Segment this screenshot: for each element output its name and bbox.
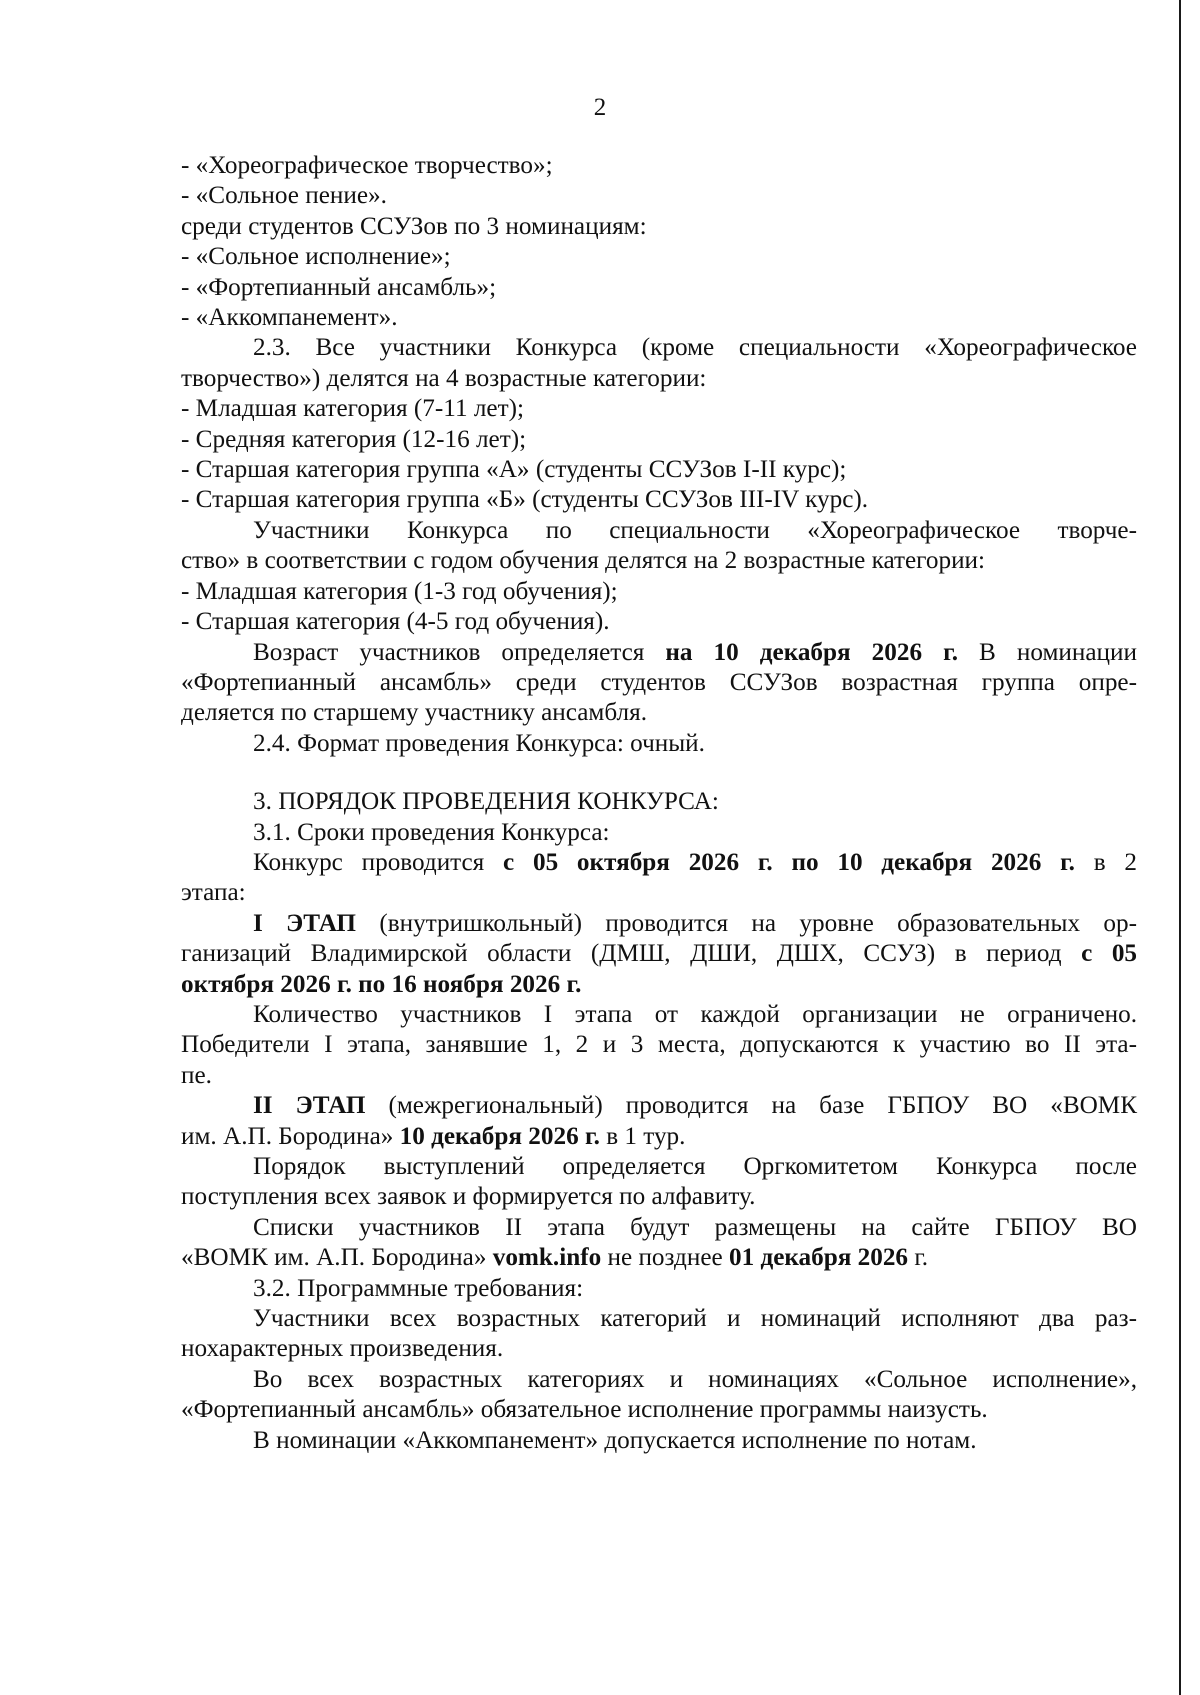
text-line: - «Аккомпанемент».	[181, 304, 398, 332]
text-run: в 1 тур.	[599, 1122, 686, 1150]
section-gap	[181, 759, 1137, 787]
text-line: - Старшая категория группа «Б» (студенты ССУЗов III-IV курс).	[181, 486, 869, 514]
text-run: Возраст участников определяется	[253, 638, 666, 666]
text-line: - «Фортепианный ансамбль»;	[181, 273, 497, 301]
bold-text: I ЭТАП	[253, 909, 356, 937]
text-line: среди студентов ССУЗов по 3 номинациям:	[181, 212, 647, 240]
bold-text: 01 декабря 2026	[728, 1244, 909, 1272]
bold-text: октября 2026 г. по 16 ноября 2026 г.	[181, 970, 582, 998]
text-line: - Старшая категория (4-5 год обучения).	[181, 608, 610, 636]
page-number: 2	[593, 94, 607, 121]
text-run: (межрегиональный) проводится на базе ГБПОУ ВО «ВОМК	[365, 1092, 1138, 1120]
text-line: ство» в соответствии с годом обучения делятся на 2 возрастные категории:	[181, 547, 986, 575]
text-line	[181, 909, 1137, 939]
text-run: в 2	[1074, 848, 1137, 876]
text-line: - Старшая категория группа «А» (студенты ССУЗов I-II курс);	[181, 456, 847, 484]
text-line: творчество») делятся на 4 возрастные категории:	[181, 364, 707, 392]
bold-text: II ЭТАП	[253, 1092, 366, 1120]
text-line: нохарактерных произведения.	[181, 1335, 504, 1363]
text-line: Участники всех возрастных категорий и номинаций исполняют два раз-	[253, 1305, 1137, 1333]
bold-text: на 10 декабря 2026 г.	[665, 638, 958, 666]
text-line: Порядок выступлений определяется Оргкомитетом Конкурса после	[253, 1153, 1137, 1180]
text-line: пе.	[181, 1061, 212, 1089]
text-line: - «Хореографическое творчество»;	[181, 152, 553, 179]
text-line: - «Сольное исполнение»;	[181, 243, 451, 271]
document-body	[181, 151, 1137, 1456]
text-run: Конкурс проводится	[253, 848, 504, 876]
bold-text: с 05 октября 2026 г. по 10 декабря 2026 г.	[503, 848, 1075, 876]
text-line: - Младшая категория (7-11 лет);	[181, 395, 524, 423]
text-line: 2.3. Все участники Конкурса (кроме специальности «Хореографическое	[253, 334, 1137, 362]
text-line	[181, 1122, 1137, 1152]
text-line: В номинации «Аккомпанемент» допускается исполнение по нотам.	[253, 1426, 977, 1454]
text-line	[181, 939, 1137, 969]
text-line: Победители I этапа, занявшие 1, 2 и 3 места, допускаются к участию во II эта-	[181, 1031, 1137, 1059]
text-run: им. А.П. Бородина»	[181, 1122, 400, 1150]
text-line: - Младшая категория (1-3 год обучения);	[181, 577, 618, 605]
text-line: Участники Конкурса по специальности «Хореографическое творче-	[253, 516, 1137, 544]
page-edge-line	[1179, 0, 1181, 1695]
text-run: ганизаций Владимирской области (ДМШ, ДШИ, ДШХ, ССУЗ) в период	[181, 940, 1082, 968]
text-line: Списки участников II этапа будут размещены на сайте ГБПОУ ВО	[253, 1213, 1137, 1241]
bold-text: vomk.info	[492, 1244, 602, 1272]
text-line	[181, 1091, 1137, 1121]
text-line: «Фортепианный ансамбль» среди студентов ССУЗов возрастная группа опре-	[181, 668, 1137, 696]
text-run: В номинации	[958, 638, 1137, 666]
text-run: (внутришкольный) проводится на уровне образовательных ор-	[355, 909, 1137, 937]
text-line	[181, 970, 1137, 1000]
text-line: Во всех возрастных категориях и номинациях «Сольное исполнение»,	[253, 1365, 1137, 1393]
text-run: г.	[908, 1244, 929, 1272]
text-line	[181, 848, 1137, 878]
text-line: 2.4. Формат проведения Конкурса: очный.	[253, 729, 705, 757]
bold-text: с 05	[1081, 940, 1138, 968]
text-line: - Средняя категория (12-16 лет);	[181, 425, 527, 453]
text-line: Количество участников I этапа от каждой организации не ограничено.	[253, 1000, 1137, 1028]
text-line: деляется по старшему участнику ансамбля.	[181, 699, 648, 727]
text-line	[181, 1243, 1137, 1273]
text-line: - «Сольное пение».	[181, 182, 387, 210]
bold-text: 10 декабря 2026 г.	[399, 1122, 600, 1150]
text-line: этапа:	[181, 879, 246, 907]
text-line: «Фортепианный ансамбль» обязательное исполнение программы наизусть.	[181, 1396, 988, 1424]
text-run: «ВОМК им. А.П. Бородина»	[181, 1244, 493, 1272]
text-run: не позднее	[601, 1244, 729, 1272]
text-line: поступления всех заявок и формируется по алфавиту.	[181, 1183, 756, 1211]
text-line: 3. ПОРЯДОК ПРОВЕДЕНИЯ КОНКУРСА:	[253, 788, 719, 816]
text-line: 3.1. Сроки проведения Конкурса:	[253, 818, 610, 846]
text-line	[181, 638, 1137, 668]
text-line: 3.2. Программные требования:	[253, 1274, 584, 1302]
